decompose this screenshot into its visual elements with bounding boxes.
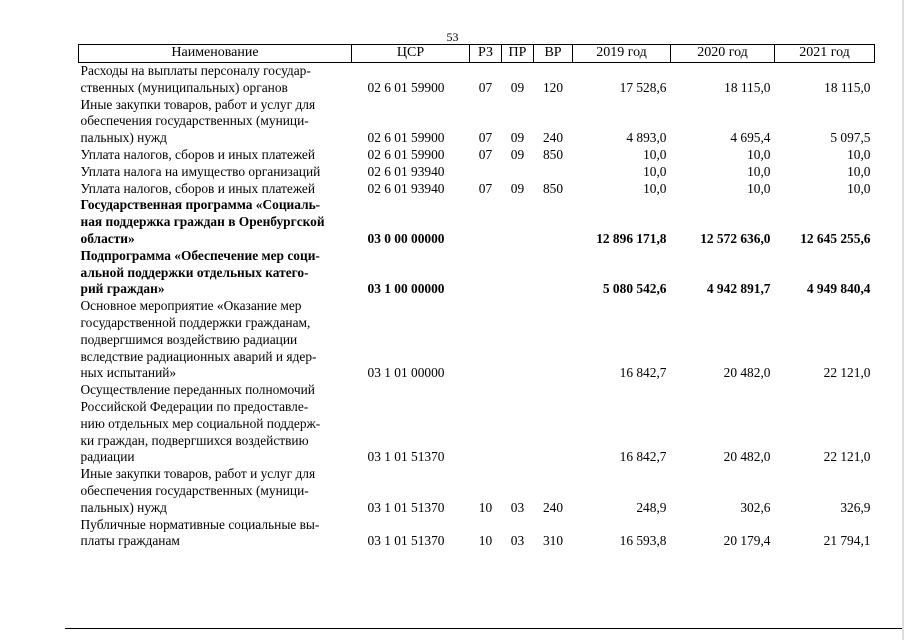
csr-cell: 02 6 01 59900 [367,79,445,95]
pr-cell: 09 [510,130,525,146]
amount-2021-cell: 22 121,0 [823,365,871,381]
vr-cell: 310 [542,533,564,549]
amount-2021-cell: 22 121,0 [823,449,871,465]
row-name-line: Осуществление переданных полномочий [80,382,315,398]
amount-2019-cell: 12 896 171,8 [596,230,667,246]
table-row [79,298,875,382]
table-row [79,181,875,198]
row-name [79,248,352,298]
row-name [79,382,352,466]
header-csr: ЦСР [352,45,470,63]
row-name-line: пальных) нужд [80,499,167,515]
csr-cell: 03 1 01 51370 [367,533,445,549]
table-header-row [79,45,875,63]
page-edge [902,0,904,640]
header-2020: 2020 год [671,45,775,63]
table-row [79,63,875,97]
amount-2020-cell: 10,0 [747,146,771,162]
rz-cell [470,197,502,247]
row-name [79,466,352,516]
header-pr: ПР [502,45,534,63]
pr-cell [502,197,534,247]
amount-2021-cell: 10,0 [847,146,871,162]
rz-cell [470,164,502,181]
amount-2020-cell: 4 942 891,7 [706,281,771,297]
amount-2019-cell: 10,0 [643,163,667,179]
amount-2020-cell: 10,0 [747,180,771,196]
amount-2021-cell: 10,0 [847,163,871,179]
table-row [79,147,875,164]
csr-cell: 02 6 01 59900 [367,146,445,162]
row-name [79,197,352,247]
amount-2021-cell: 21 794,1 [823,533,871,549]
row-name-line: рий граждан» [80,281,165,297]
rz-cell: 07 [478,180,493,196]
vr-cell: 850 [542,146,564,162]
csr-cell: 02 6 01 93940 [367,163,445,179]
row-name [79,181,352,198]
row-name-line: Государственная программа «Социаль- [80,197,321,213]
table-row [79,517,875,551]
row-name-line: радиации [80,449,135,465]
vr-cell [534,298,573,382]
vr-cell: 240 [542,130,564,146]
csr-cell: 03 1 01 00000 [367,365,445,381]
csr-cell: 03 0 00 00000 [367,230,445,246]
row-name-line: ных испытаний» [80,365,177,381]
row-name [79,97,352,147]
vr-cell: 120 [542,79,564,95]
pr-cell: 03 [510,533,525,549]
amount-2019-cell: 10,0 [643,146,667,162]
rz-cell [470,298,502,382]
header-2021: 2021 год [775,45,875,63]
table-row [79,97,875,147]
row-name-line: нию отдельных мер социальной поддерж- [80,415,321,431]
amount-2019-cell: 16 842,7 [619,449,667,465]
row-name-line: Уплата налогов, сборов и иных платежей [80,180,316,196]
amount-2019-cell: 248,9 [636,499,667,515]
row-name-line: Уплата налога на имущество организаций [80,163,321,179]
row-name-line: альной поддержки отдельных катего- [80,264,309,280]
amount-2020-cell: 18 115,0 [724,79,771,95]
table-row [79,466,875,516]
row-name-line: Иные закупки товаров, работ и услуг для [80,96,316,112]
row-name-line: вследствие радиационных аварий и ядер- [80,348,317,364]
row-name-line: обеспечения государственных (муници- [80,482,309,498]
header-name: Наименование [79,45,352,63]
pr-cell [502,382,534,466]
csr-cell: 02 6 01 59900 [367,130,445,146]
amount-2021-cell: 10,0 [847,180,871,196]
row-name-line: ная поддержка граждан в Оренбургской [80,214,325,230]
row-name-line: Публичные нормативные социальные вы- [80,516,320,532]
bottom-rule [65,628,903,629]
table-row [79,248,875,298]
pr-cell: 09 [510,180,525,196]
amount-2019-cell: 5 080 542,6 [602,281,667,297]
row-name-line: ки граждан, подвергшихся воздействию [80,432,309,448]
rz-cell: 10 [478,533,493,549]
row-name [79,164,352,181]
header-2019: 2019 год [573,45,671,63]
row-name [79,517,352,551]
row-name-line: платы гражданам [80,533,180,549]
amount-2021-cell: 18 115,0 [824,79,871,95]
table-row [79,164,875,181]
vr-cell [534,248,573,298]
row-name-line: Расходы на выплаты персоналу государ- [80,63,311,78]
amount-2021-cell: 4 949 840,4 [806,281,871,297]
pr-cell: 09 [510,146,525,162]
row-name-line: подвергшимся воздействию радиации [80,331,298,347]
amount-2019-cell: 16 593,8 [619,533,667,549]
pr-cell [502,298,534,382]
amount-2021-cell: 5 097,5 [830,130,871,146]
csr-cell: 03 1 01 51370 [367,449,445,465]
amount-2021-cell: 326,9 [840,499,871,515]
row-name-line: государственной поддержки гражданам, [80,314,311,330]
amount-2020-cell: 20 482,0 [723,449,771,465]
vr-cell: 850 [542,180,564,196]
header-rz: РЗ [470,45,502,63]
rz-cell: 07 [478,130,493,146]
table-row [79,382,875,466]
amount-2019-cell: 16 842,7 [619,365,667,381]
amount-2020-cell: 4 695,4 [730,130,771,146]
vr-cell [534,197,573,247]
rz-cell: 07 [478,146,493,162]
header-vr: ВР [534,45,573,63]
amount-2020-cell: 10,0 [747,163,771,179]
rz-cell: 10 [478,499,493,515]
rz-cell [470,248,502,298]
row-name-line: Российской Федерации по предоставле- [80,398,309,414]
row-name-line: Иные закупки товаров, работ и услуг для [80,466,316,482]
amount-2021-cell: 12 645 255,6 [800,230,871,246]
csr-cell: 02 6 01 93940 [367,180,445,196]
pr-cell [502,164,534,181]
row-name-line: Основное мероприятие «Оказание мер [80,298,302,314]
pr-cell [502,248,534,298]
amount-2019-cell: 17 528,6 [619,79,667,95]
row-name-line: Подпрограмма «Обеспечение мер соци- [80,247,320,263]
amount-2019-cell: 4 893,0 [626,130,667,146]
pr-cell: 03 [510,499,525,515]
pr-cell: 09 [510,79,525,95]
row-name-line: пальных) нужд [80,130,167,146]
row-name-line: области» [80,230,135,246]
amount-2020-cell: 20 482,0 [723,365,771,381]
row-name [79,298,352,382]
csr-cell: 03 1 00 00000 [367,281,445,297]
vr-cell [534,164,573,181]
csr-cell: 03 1 01 51370 [367,499,445,515]
amount-2020-cell: 302,6 [740,499,771,515]
row-name-line: ственных (муниципальных) органов [80,79,288,95]
row-name [79,147,352,164]
table-row [79,197,875,247]
rz-cell [470,382,502,466]
amount-2020-cell: 12 572 636,0 [700,230,771,246]
rz-cell: 07 [478,79,493,95]
row-name-line: Уплата налогов, сборов и иных платежей [80,146,316,162]
row-name-line: обеспечения государственных (муници- [80,113,309,129]
amount-2019-cell: 10,0 [643,180,667,196]
amount-2020-cell: 20 179,4 [723,533,771,549]
row-name [79,63,352,97]
page-number: 53 [446,30,459,44]
budget-table [78,44,875,550]
vr-cell [534,382,573,466]
vr-cell: 240 [542,499,564,515]
